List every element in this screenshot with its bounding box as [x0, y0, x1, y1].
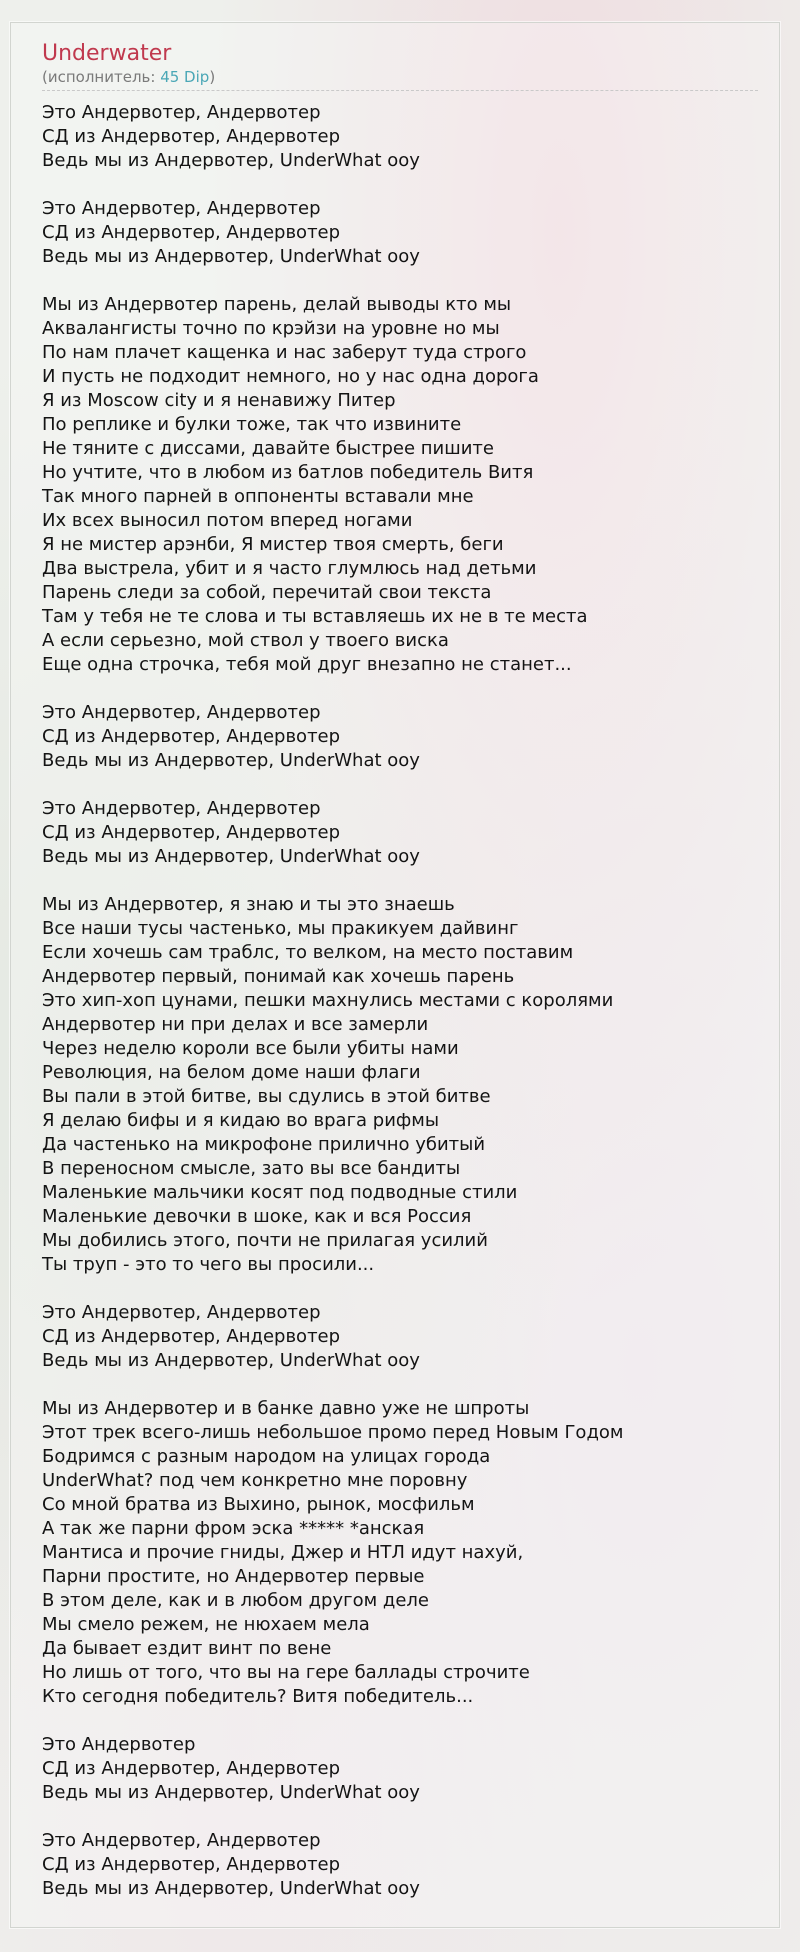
lyric-line: Два выстрела, убит и я часто глумлюсь над детьми	[42, 558, 537, 579]
lyric-line: Ведь мы из Андервотер, UnderWhat ооу	[42, 1878, 420, 1899]
lyric-line: Это Андервотер, Андервотер	[42, 798, 321, 819]
lyrics-stanza	[42, 701, 758, 773]
lyric-line: Это Андервотер, Андервотер	[42, 702, 321, 723]
lyric-line: Ведь мы из Андервотер, UnderWhat ооу	[42, 1782, 420, 1803]
lyric-line: Но лишь от того, что вы на гере баллады строчите	[42, 1662, 530, 1683]
lyric-line: Со мной братва из Выхино, рынок, мосфильм	[42, 1494, 475, 1515]
lyrics-stanza	[42, 1829, 758, 1901]
lyrics-stanza	[42, 797, 758, 869]
lyric-line: Маленькие мальчики косят под подводные стили	[42, 1182, 518, 1203]
lyric-line: Андервотер ни при делах и все замерли	[42, 1014, 429, 1035]
lyric-line: Если хочешь сам траблс, то велком, на место поставим	[42, 942, 574, 963]
lyric-line: Еще одна строчка, тебя мой друг внезапно не станет...	[42, 654, 572, 675]
artist-link[interactable]: 45 Dip	[160, 68, 210, 86]
lyric-line: Андервотер первый, понимай как хочешь парень	[42, 966, 515, 987]
lyrics-stanza	[42, 1397, 758, 1709]
lyric-line: Парень следи за собой, перечитай свои текста	[42, 582, 492, 603]
lyric-line: Вы пали в этой битве, вы сдулись в этой битве	[42, 1086, 491, 1107]
lyric-line: Это Андервотер, Андервотер	[42, 198, 321, 219]
lyric-line: UnderWhat? под чем конкретно мне поровну	[42, 1470, 468, 1491]
song-header	[42, 40, 758, 91]
lyric-line: Там у тебя не те слова и ты вставляешь их не в те места	[42, 606, 588, 627]
lyric-line: В переносном смысле, зато вы все бандиты	[42, 1158, 461, 1179]
lyric-line: Ведь мы из Андервотер, UnderWhat ооу	[42, 750, 420, 771]
lyrics-stanza	[42, 197, 758, 269]
lyric-line: Ведь мы из Андервотер, UnderWhat ооу	[42, 150, 420, 171]
lyric-line: СД из Андервотер, Андервотер	[42, 126, 341, 147]
lyric-line: В этом деле, как и в любом другом деле	[42, 1590, 429, 1611]
lyric-line: Мы из Андервотер парень, делай выводы кто мы	[42, 294, 512, 315]
lyric-line: Ведь мы из Андервотер, UnderWhat ооу	[42, 846, 420, 867]
artist-suffix: )	[209, 68, 216, 86]
song-title: Underwater	[42, 41, 172, 66]
lyric-line: Их всех выносил потом вперед ногами	[42, 510, 413, 531]
lyric-line: Я не мистер арэнби, Я мистер твоя смерть, беги	[42, 534, 504, 555]
lyrics-body	[42, 101, 758, 1925]
lyric-line: Это Андервотер, Андервотер	[42, 1830, 321, 1851]
lyric-line: Так много парней в оппоненты вставали мне	[42, 486, 474, 507]
lyric-line: Все наши тусы частенько, мы пракикуем дайвинг	[42, 918, 519, 939]
artist-prefix: (исполнитель:	[42, 68, 161, 86]
lyric-line: СД из Андервотер, Андервотер	[42, 726, 341, 747]
lyric-line: Кто сегодня победитель? Витя победитель...	[42, 1686, 474, 1707]
lyric-line: Но учтите, что в любом из батлов победитель Витя	[42, 462, 534, 483]
lyric-line: Ведь мы из Андервотер, UnderWhat ооу	[42, 246, 420, 267]
lyric-line: Мы из Андервотер и в банке давно уже не шпроты	[42, 1398, 530, 1419]
lyric-line: СД из Андервотер, Андервотер	[42, 1326, 341, 1347]
lyric-line: Я делаю бифы и я кидаю во врага рифмы	[42, 1110, 440, 1131]
lyric-line: Маленькие девочки в шоке, как и вся Россия	[42, 1206, 472, 1227]
lyrics-stanza	[42, 293, 758, 677]
lyric-line: Аквалангисты точно по крэйзи на уровне но мы	[42, 318, 500, 339]
lyric-line: И пусть не подходит немного, но у нас одна дорога	[42, 366, 539, 387]
lyric-line: Мы из Андервотер, я знаю и ты это знаешь	[42, 894, 455, 915]
lyric-line: Мантиса и прочие гниды, Джер и НТЛ идут нахуй,	[42, 1542, 524, 1563]
lyric-line: Это хип-хоп цунами, пешки махнулись местами с королями	[42, 990, 614, 1011]
lyric-line: Не тяните с диссами, давайте быстрее пишите	[42, 438, 494, 459]
lyric-line: Это Андервотер, Андервотер	[42, 1302, 321, 1323]
lyrics-stanza	[42, 1733, 758, 1805]
lyric-line: СД из Андервотер, Андервотер	[42, 1758, 341, 1779]
lyric-line: Я из Moscow city и я ненавижу Питер	[42, 390, 396, 411]
lyric-line: Да частенько на микрофоне прилично убитый	[42, 1134, 486, 1155]
lyric-line: Мы смело режем, не нюхаем мела	[42, 1614, 370, 1635]
lyric-line: По нам плачет кащенка и нас заберут туда строго	[42, 342, 527, 363]
lyric-line: Этот трек всего-лишь небольшое промо перед Новым Годом	[42, 1422, 624, 1443]
lyric-line: Ведь мы из Андервотер, UnderWhat ооу	[42, 1350, 420, 1371]
lyric-line: СД из Андервотер, Андервотер	[42, 822, 341, 843]
lyric-line: Парни простите, но Андервотер первые	[42, 1566, 425, 1587]
lyric-line: Ты труп - это то чего вы просили...	[42, 1254, 375, 1275]
lyric-line: Это Андервотер, Андервотер	[42, 102, 321, 123]
lyric-line: А так же парни фром эска ***** *анская	[42, 1518, 425, 1539]
lyric-line: По реплике и булки тоже, так что извините	[42, 414, 462, 435]
artist-line	[42, 68, 758, 91]
lyric-line: А если серьезно, мой ствол у твоего виска	[42, 630, 449, 651]
lyrics-stanza	[42, 893, 758, 1277]
lyric-line: Да бывает ездит винт по вене	[42, 1638, 332, 1659]
lyrics-stanza	[42, 1301, 758, 1373]
lyric-line: СД из Андервотер, Андервотер	[42, 222, 341, 243]
lyric-line: СД из Андервотер, Андервотер	[42, 1854, 341, 1875]
lyric-line: Бодримся с разным народом на улицах города	[42, 1446, 491, 1467]
lyric-line: Это Андервотер	[42, 1734, 196, 1755]
lyric-line: Мы добились этого, почти не прилагая усилий	[42, 1230, 488, 1251]
lyrics-stanza	[42, 101, 758, 173]
lyric-line: Через неделю короли все были убиты нами	[42, 1038, 459, 1059]
lyric-line: Революция, на белом доме наши флаги	[42, 1062, 421, 1083]
